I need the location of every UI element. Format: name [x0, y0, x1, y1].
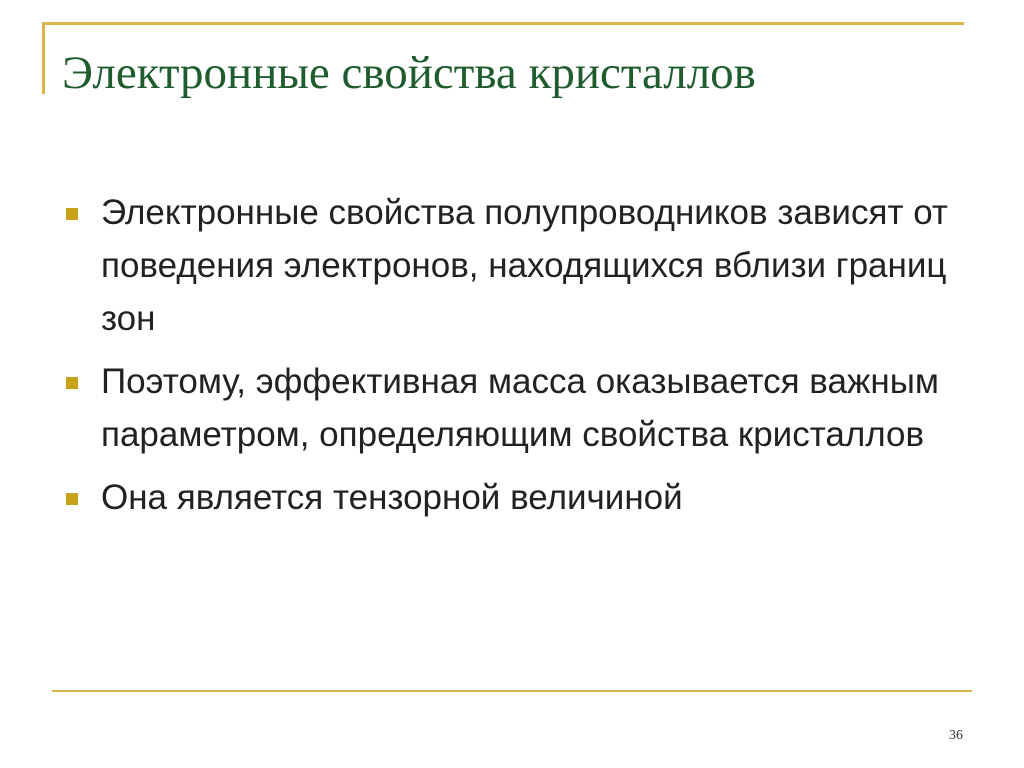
- left-decorative-rule: [42, 22, 45, 94]
- bullet-item: [64, 186, 964, 345]
- bullet-item: [64, 471, 964, 524]
- slide-title: Электронные свойства кристаллов: [62, 47, 756, 99]
- bullet-list: [64, 186, 964, 534]
- bottom-decorative-rule: [52, 690, 972, 692]
- top-decorative-rule: [42, 22, 964, 25]
- bullet-text: Поэтому, эффективная масса оказывается важным параметром, определяющим свойства кристаллов: [101, 362, 939, 454]
- page-number: 36: [949, 728, 963, 743]
- bullet-text: Она является тензорной величиной: [101, 478, 683, 517]
- bullet-item: [64, 355, 964, 461]
- square-bullet-icon: [66, 377, 78, 389]
- square-bullet-icon: [66, 493, 78, 505]
- bullet-text: Электронные свойства полупроводников зависят от поведения электронов, находящихся вблизи границ зон: [101, 193, 948, 338]
- square-bullet-icon: [66, 208, 78, 220]
